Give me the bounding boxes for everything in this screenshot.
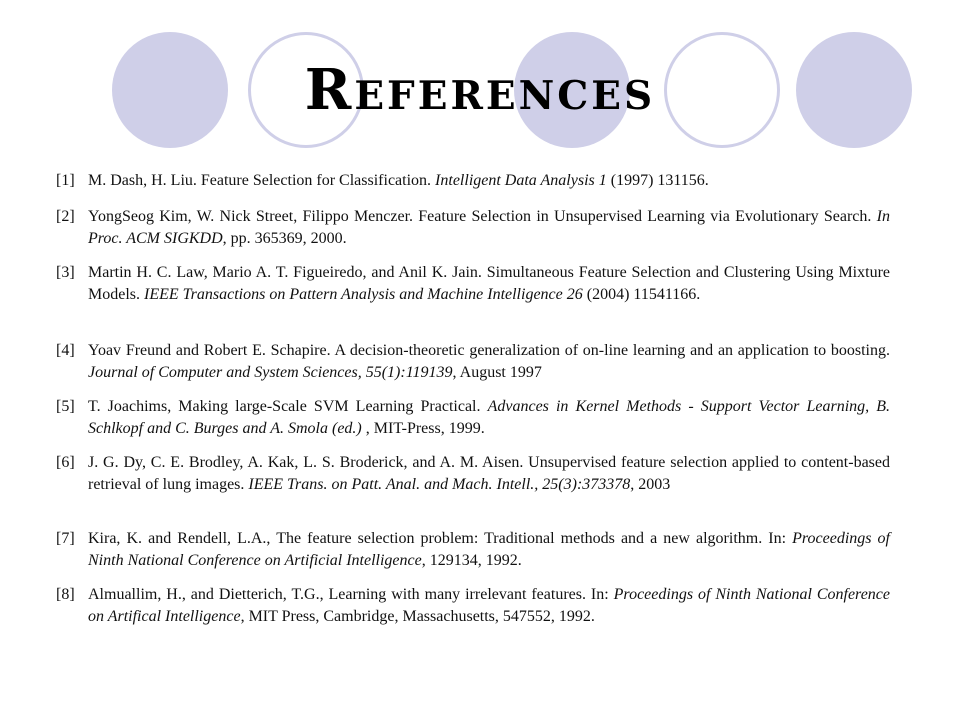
reference-number: [1] xyxy=(56,172,75,189)
reference-number: [3] xyxy=(56,264,75,281)
references-list xyxy=(56,164,906,642)
reference-number: [7] xyxy=(56,530,75,547)
reference-item: [6] J. G. Dy, C. E. Brodley, A. Kak, L. S. Broderick, and A. M. Aisen. Unsupervised feature selection applied to content-based retrieval of lung images. IEEE Trans. on Patt. Anal. and Mach. Intell., 25(3):373378, 2003 xyxy=(56,454,890,493)
reference-number: [4] xyxy=(56,342,75,359)
reference-number: [8] xyxy=(56,586,75,603)
reference-item: [7] Kira, K. and Rendell, L.A., The feature selection problem: Traditional methods and a new algorithm. In: Proceedings of Ninth National Conference on Artificial Intelligence, 129134, 1992. xyxy=(56,530,890,569)
reference-item: [3] Martin H. C. Law, Mario A. T. Figueiredo, and Anil K. Jain. Simultaneous Feature Selection and Clustering Using Mixture Models. IEEE Transactions on Pattern Analysis and Machine Intelligence 26 (2004) 11541166. xyxy=(56,264,890,303)
reference-item: [8] Almuallim, H., and Dietterich, T.G., Learning with many irrelevant features. In: Proceedings of Ninth National Conference on Artifical Intelligence, MIT Press, Cambridge, Massachusetts, 547552, 1992. xyxy=(56,586,890,625)
reference-number: [2] xyxy=(56,208,75,225)
reference-item: [5] T. Joachims, Making large-Scale SVM Learning Practical. Advances in Kernel Methods - Support Vector Learning, B. Schlkopf and C. Burges and A. Smola (ed.) , MIT-Press, 1999. xyxy=(56,398,891,437)
reference-item: [1] M. Dash, H. Liu. Feature Selection for Classification. Intelligent Data Analysis 1 (1997) 131156. xyxy=(56,170,890,192)
reference-item: [2] YongSeog Kim, W. Nick Street, Filippo Menczer. Feature Selection in Unsupervised Learning via Evolutionary Search. In Proc. ACM SIGKDD, pp. 365369, 2000. xyxy=(56,208,890,247)
reference-item: [4] Yoav Freund and Robert E. Schapire. A decision-theoretic generalization of on-line learning and an application to boosting. Journal of Computer and System Sciences, 55(1):119139, August 1997 xyxy=(56,342,890,381)
reference-number: [5] xyxy=(56,398,75,415)
slide-title: References xyxy=(304,57,656,123)
reference-number: [6] xyxy=(56,454,75,471)
